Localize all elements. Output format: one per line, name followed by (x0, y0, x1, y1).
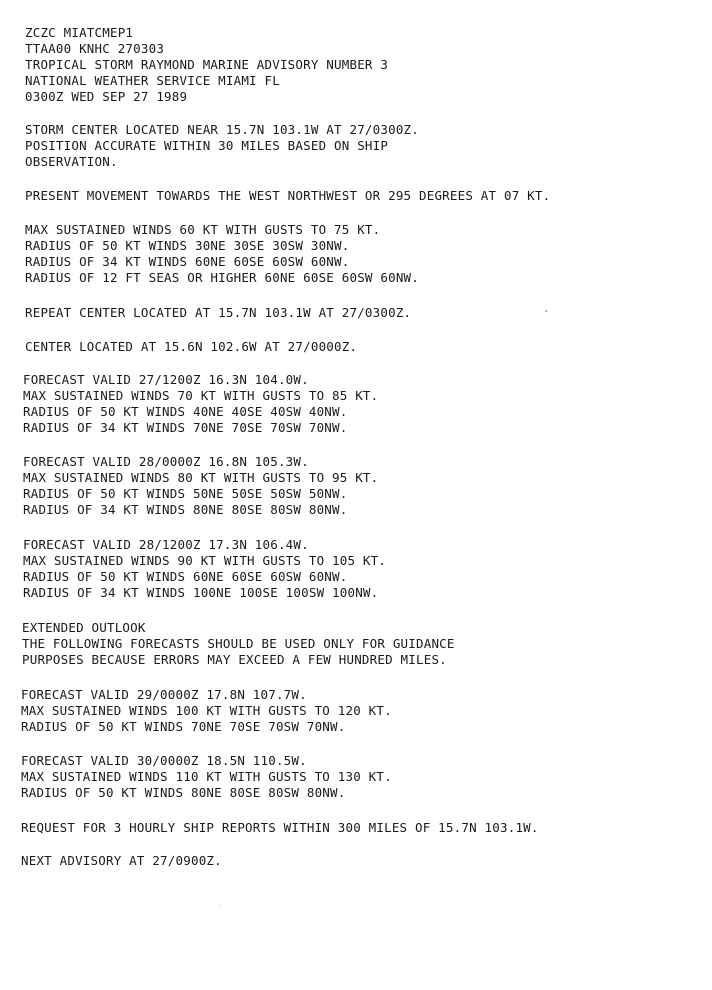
text-line: RADIUS OF 34 KT WINDS 70NE 70SE 70SW 70NW. (23, 420, 348, 435)
header-line: ZCZC MIATCMEP1 (25, 25, 134, 40)
advisory-title: TROPICAL STORM RAYMOND MARINE ADVISORY NUMBER 3 (25, 57, 389, 72)
header-line: TTAA00 KNHC 270303 (25, 41, 165, 56)
header-line: NATIONAL WEATHER SERVICE MIAMI FL (25, 73, 280, 88)
text-line: OBSERVATION. (25, 154, 118, 169)
text-line: REPEAT CENTER LOCATED AT 15.7N 103.1W AT 27/0300Z. (25, 305, 412, 320)
forecast-line: FORECAST VALID 27/1200Z 16.3N 104.0W. (23, 372, 309, 387)
forecast-line: FORECAST VALID 30/0000Z 18.5N 110.5W. (21, 753, 307, 768)
text-line: MAX SUSTAINED WINDS 90 KT WITH GUSTS TO 105 KT. (23, 553, 387, 568)
text-line: STORM CENTER LOCATED NEAR 15.7N 103.1W AT 27/0300Z. (25, 122, 420, 137)
text-line: RADIUS OF 34 KT WINDS 100NE 100SE 100SW 100NW. (23, 585, 379, 600)
text-line: RADIUS OF 50 KT WINDS 60NE 60SE 60SW 60NW. (23, 569, 348, 584)
text-line: RADIUS OF 12 FT SEAS OR HIGHER 60NE 60SE 60SW 60NW. (25, 270, 420, 285)
forecast-line: FORECAST VALID 28/1200Z 17.3N 106.4W. (23, 537, 309, 552)
forecast-line: FORECAST VALID 29/0000Z 17.8N 107.7W. (21, 687, 307, 702)
text-line: RADIUS OF 50 KT WINDS 80NE 80SE 80SW 80NW. (21, 785, 346, 800)
text-line: MAX SUSTAINED WINDS 60 KT WITH GUSTS TO 75 KT. (25, 222, 381, 237)
text-line: RADIUS OF 50 KT WINDS 30NE 30SE 30SW 30NW. (25, 238, 350, 253)
scan-speck (545, 310, 547, 312)
text-line: POSITION ACCURATE WITHIN 30 MILES BASED ON SHIP (25, 138, 389, 153)
text-line: RADIUS OF 50 KT WINDS 40NE 40SE 40SW 40NW. (23, 404, 348, 419)
text-line: MAX SUSTAINED WINDS 110 KT WITH GUSTS TO 130 KT. (21, 769, 392, 784)
forecast-line: FORECAST VALID 28/0000Z 16.8N 105.3W. (23, 454, 309, 469)
text-line: MAX SUSTAINED WINDS 80 KT WITH GUSTS TO 95 KT. (23, 470, 379, 485)
text-line: RADIUS OF 34 KT WINDS 60NE 60SE 60SW 60NW. (25, 254, 350, 269)
scan-speck (220, 905, 221, 906)
text-line: CENTER LOCATED AT 15.6N 102.6W AT 27/0000Z. (25, 339, 358, 354)
outlook-heading: EXTENDED OUTLOOK (22, 620, 146, 635)
text-line: PURPOSES BECAUSE ERRORS MAY EXCEED A FEW HUNDRED MILES. (22, 652, 447, 667)
next-advisory-line: NEXT ADVISORY AT 27/0900Z. (21, 853, 222, 868)
text-line: RADIUS OF 50 KT WINDS 70NE 70SE 70SW 70NW. (21, 719, 346, 734)
text-line: MAX SUSTAINED WINDS 70 KT WITH GUSTS TO 85 KT. (23, 388, 379, 403)
text-line: PRESENT MOVEMENT TOWARDS THE WEST NORTHWEST OR 295 DEGREES AT 07 KT. (25, 188, 551, 203)
text-line: RADIUS OF 50 KT WINDS 50NE 50SE 50SW 50NW. (23, 486, 348, 501)
text-line: MAX SUSTAINED WINDS 100 KT WITH GUSTS TO 120 KT. (21, 703, 392, 718)
issue-time: 0300Z WED SEP 27 1989 (25, 89, 188, 104)
text-line: THE FOLLOWING FORECASTS SHOULD BE USED ONLY FOR GUIDANCE (22, 636, 455, 651)
text-line: REQUEST FOR 3 HOURLY SHIP REPORTS WITHIN 300 MILES OF 15.7N 103.1W. (21, 820, 539, 835)
text-line: RADIUS OF 34 KT WINDS 80NE 80SE 80SW 80NW. (23, 502, 348, 517)
